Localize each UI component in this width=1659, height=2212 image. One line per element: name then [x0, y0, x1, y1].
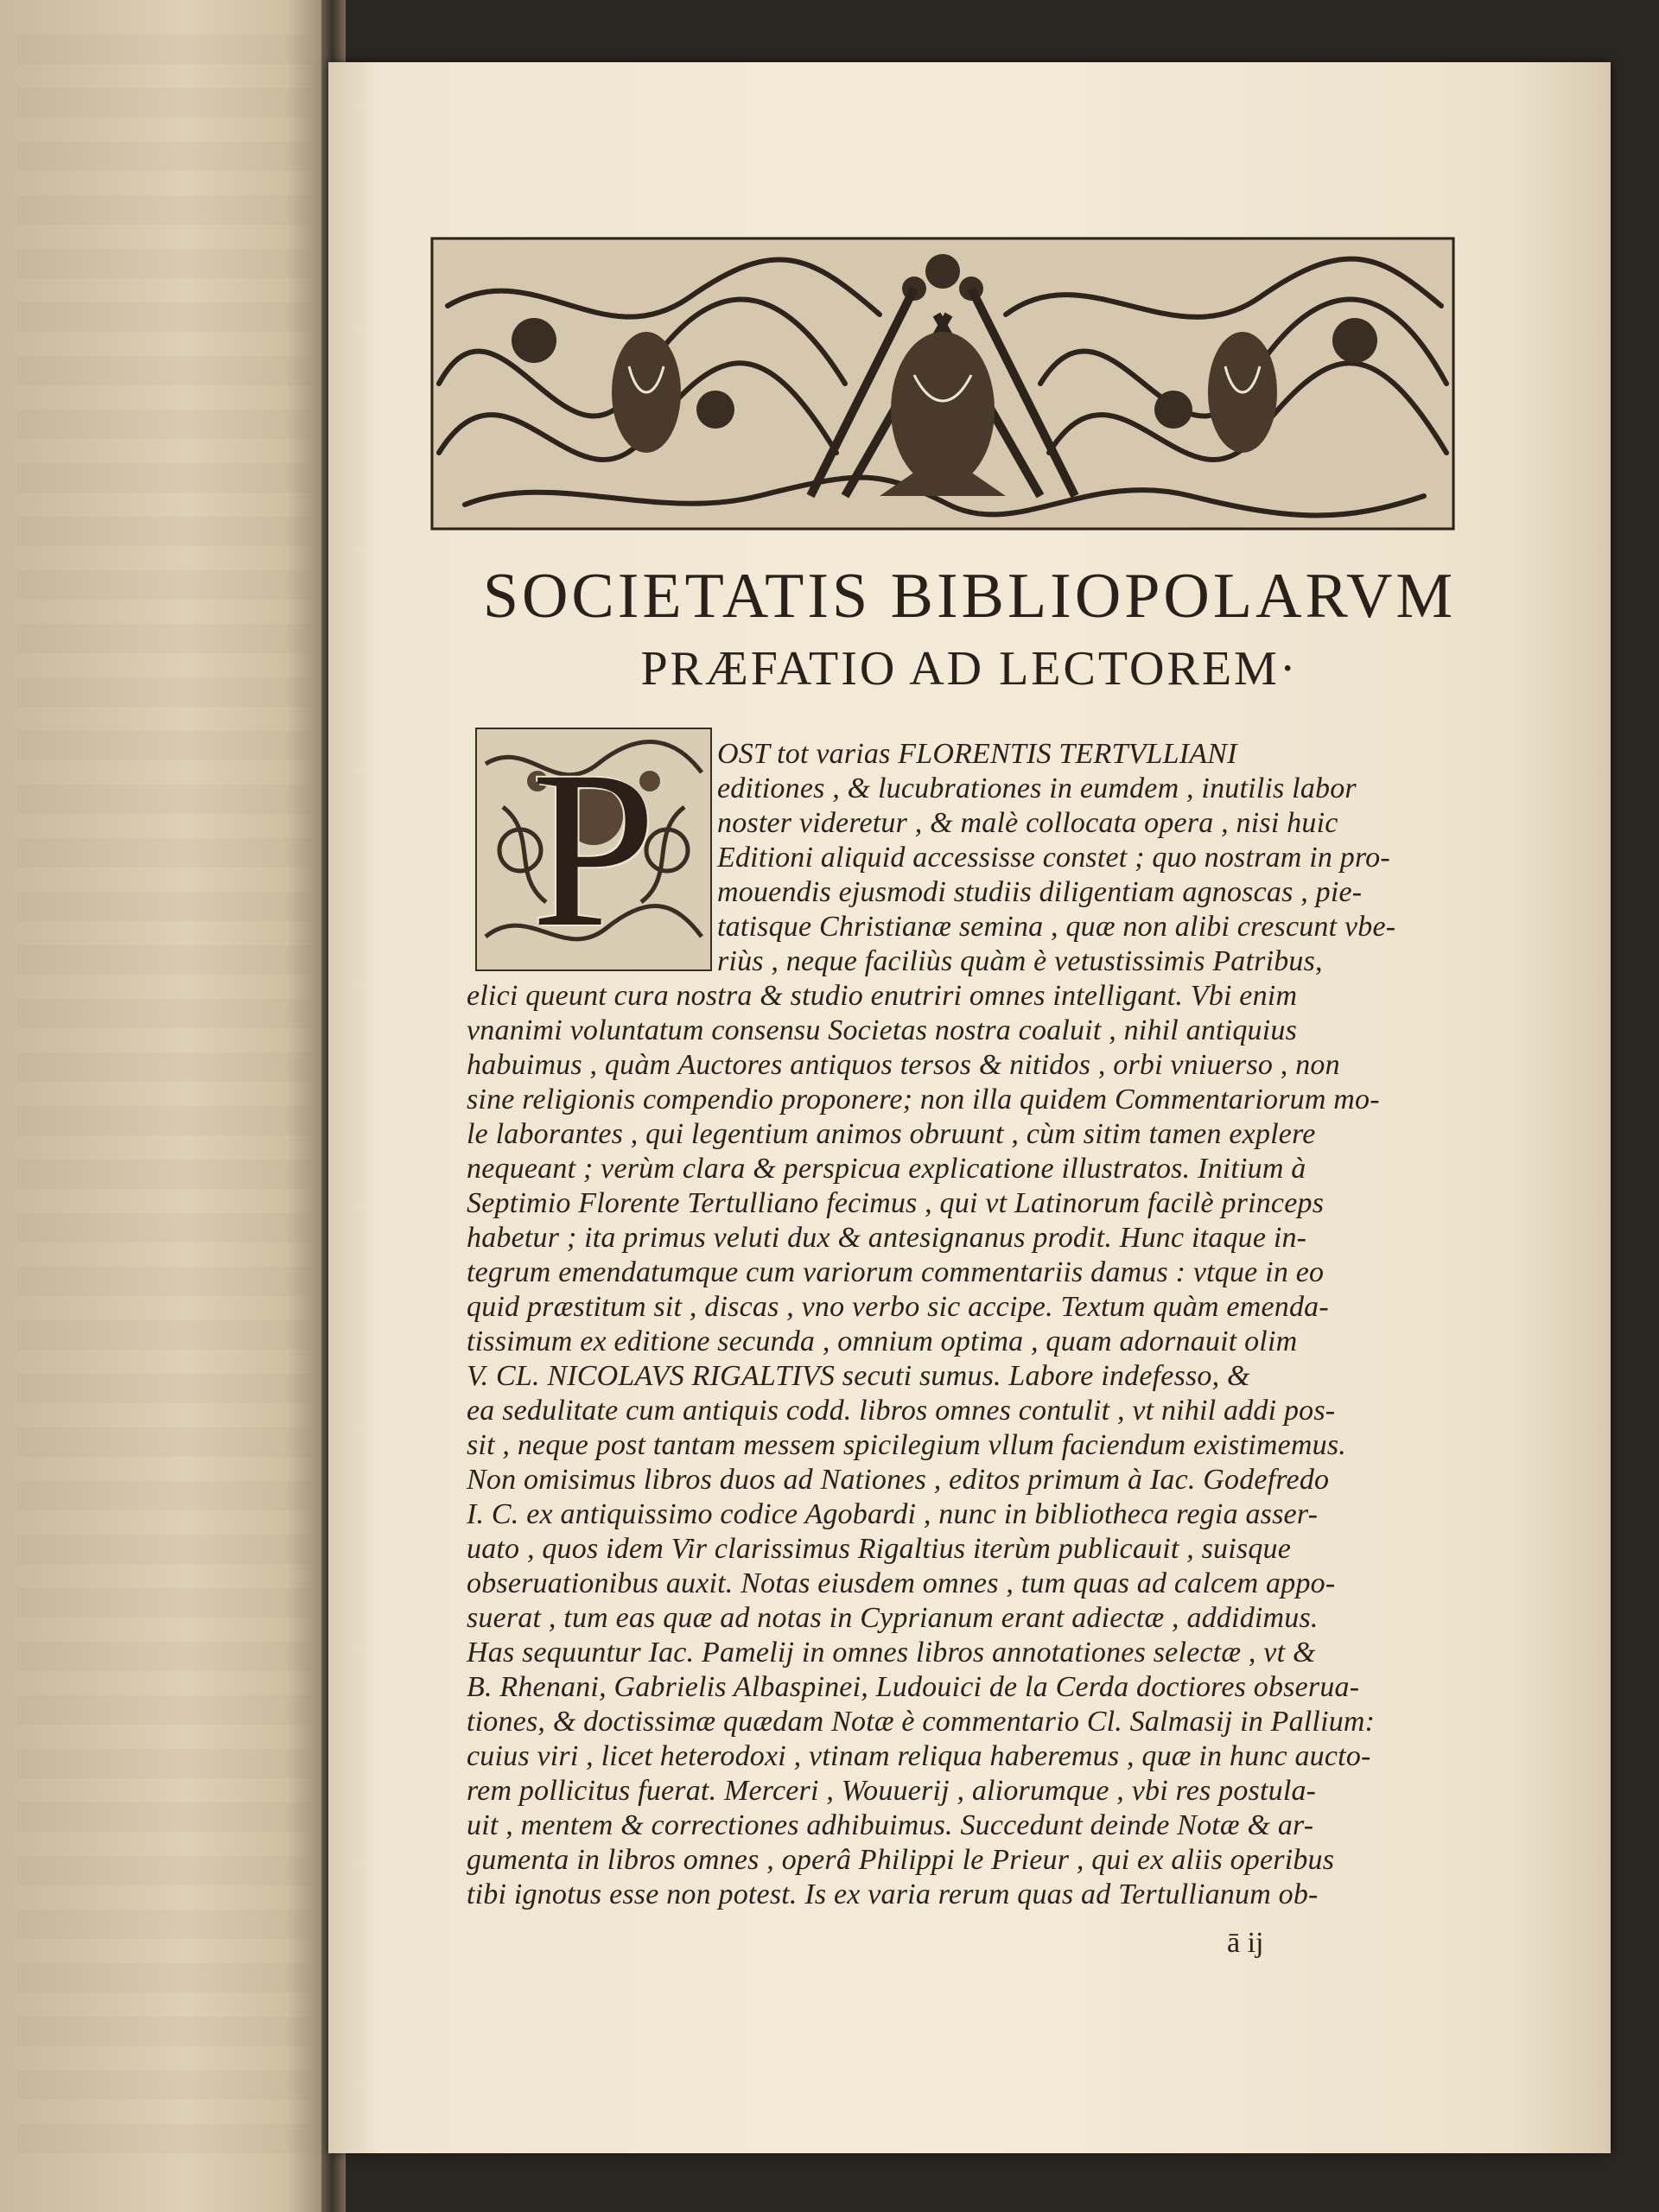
- text-line: tiones, & doctissimæ quædam Notæ è commentario Cl. Salmasij in Pallium:: [467, 1706, 1376, 1738]
- text-line: V. CL. NICOLAVS RIGALTIVS secuti sumus. Labore indefesso, &: [467, 1360, 1250, 1392]
- text-line: Septimio Florente Tertulliano fecimus , qui vt Latinorum facilè princeps: [467, 1187, 1325, 1219]
- drop-cap-letter: P: [531, 725, 657, 974]
- show-through-text: [17, 35, 311, 2177]
- text-line: suerat , tum eas quæ ad notas in Cyprianum erant adiectæ , addidimus.: [467, 1602, 1319, 1634]
- text-line: habuimus , quàm Auctores antiquos tersos & nitidos , orbi vniuerso , non: [467, 1049, 1340, 1081]
- text-line: mouendis ejusmodi studiis diligentiam agnoscas , pie-: [717, 876, 1363, 908]
- text-line: tegrum emendatumque cum variorum commentariis damus : vtque in eo: [467, 1256, 1325, 1288]
- signature-mark: ā ij: [1227, 1927, 1264, 1959]
- text-line: OST tot varias FLORENTIS TERTVLLIANI: [717, 738, 1237, 770]
- text-line: cuius viri , licet heterodoxi , vtinam reliqua haberemus , quæ in hunc aucto-: [467, 1740, 1371, 1772]
- text-line: noster videretur , & malè collocata opera , nisi huic: [717, 807, 1338, 839]
- title-line-2: PRÆFATIO AD LECTOREM·: [640, 642, 1299, 696]
- text-line: tissimum ex editione secunda , omnium optima , quam adornauit olim: [467, 1325, 1298, 1357]
- text-line: editiones , & lucubrationes in eumdem , inutilis labor: [717, 772, 1357, 804]
- ornamental-initial: [475, 725, 712, 974]
- right-page: [328, 62, 1611, 2153]
- text-line: elici queunt cura nostra & studio enutriri omnes intelligant. Vbi enim: [467, 980, 1298, 1012]
- text-line: I. C. ex antiquissimo codice Agobardi , nunc in bibliotheca regia asser-: [467, 1498, 1319, 1530]
- headpiece-ornament-icon: [430, 237, 1455, 531]
- text-line: ea sedulitate cum antiquis codd. libros omnes contulit , vt nihil addi pos-: [467, 1395, 1336, 1427]
- left-page: [0, 0, 337, 2212]
- text-line: tibi ignotus esse non potest. Is ex varia rerum quas ad Tertullianum ob-: [467, 1878, 1319, 1910]
- woodcut-headpiece: [430, 237, 1455, 531]
- text-line: quid præstitum sit , discas , vno verbo sic accipe. Textum quàm emenda-: [467, 1291, 1329, 1323]
- title-line-1: SOCIETATIS BIBLIOPOLARVM: [482, 561, 1457, 632]
- text-line: gumenta in libros omnes , operâ Philippi le Prieur , qui ex aliis operibus: [467, 1844, 1335, 1876]
- text-line: rem pollicitus fuerat. Merceri , Wouuerij , aliorumque , vbi res postula-: [467, 1775, 1317, 1807]
- text-line: le laborantes , qui legentium animos obruunt , cùm sitim tamen explere: [467, 1118, 1316, 1150]
- text-line: obseruationibus auxit. Notas eiusdem omnes , tum quas ad calcem appo-: [467, 1567, 1336, 1599]
- text-line: Has sequuntur Iac. Pamelij in omnes libros annotationes selectæ , vt &: [467, 1637, 1316, 1669]
- text-line: riùs , neque faciliùs quàm è vetustissimis Patribus,: [717, 945, 1323, 977]
- text-line: Editioni aliquid accessisse constet ; quo nostram in pro-: [717, 842, 1390, 874]
- text-line: sit , neque post tantam messem spicilegium vllum faciendum existimemus.: [467, 1429, 1346, 1461]
- text-line: nequeant ; verùm clara & perspicua explicatione illustratos. Initium à: [467, 1153, 1306, 1185]
- text-line: uato , quos idem Vir clarissimus Rigaltius iterùm publicauit , suisque: [467, 1533, 1292, 1565]
- text-line: B. Rhenani, Gabrielis Albaspinei, Ludouici de la Cerda doctiores obserua-: [467, 1671, 1360, 1703]
- text-line: sine religionis compendio proponere; non illa quidem Commentariorum mo-: [467, 1084, 1380, 1116]
- text-line: tatisque Christianæ semina , quæ non alibi crescunt vbe-: [717, 911, 1396, 943]
- text-line: habetur ; ita primus veluti dux & antesignanus prodit. Hunc itaque in-: [467, 1222, 1307, 1254]
- text-line: vnanimi voluntatum consensu Societas nostra coaluit , nihil antiquius: [467, 1014, 1298, 1046]
- text-line: uit , mentem & correctiones adhibuimus. Succedunt deinde Notæ & ar-: [467, 1809, 1314, 1841]
- text-line: Non omisimus libros duos ad Nationes , editos primum à Iac. Godefredo: [467, 1464, 1330, 1496]
